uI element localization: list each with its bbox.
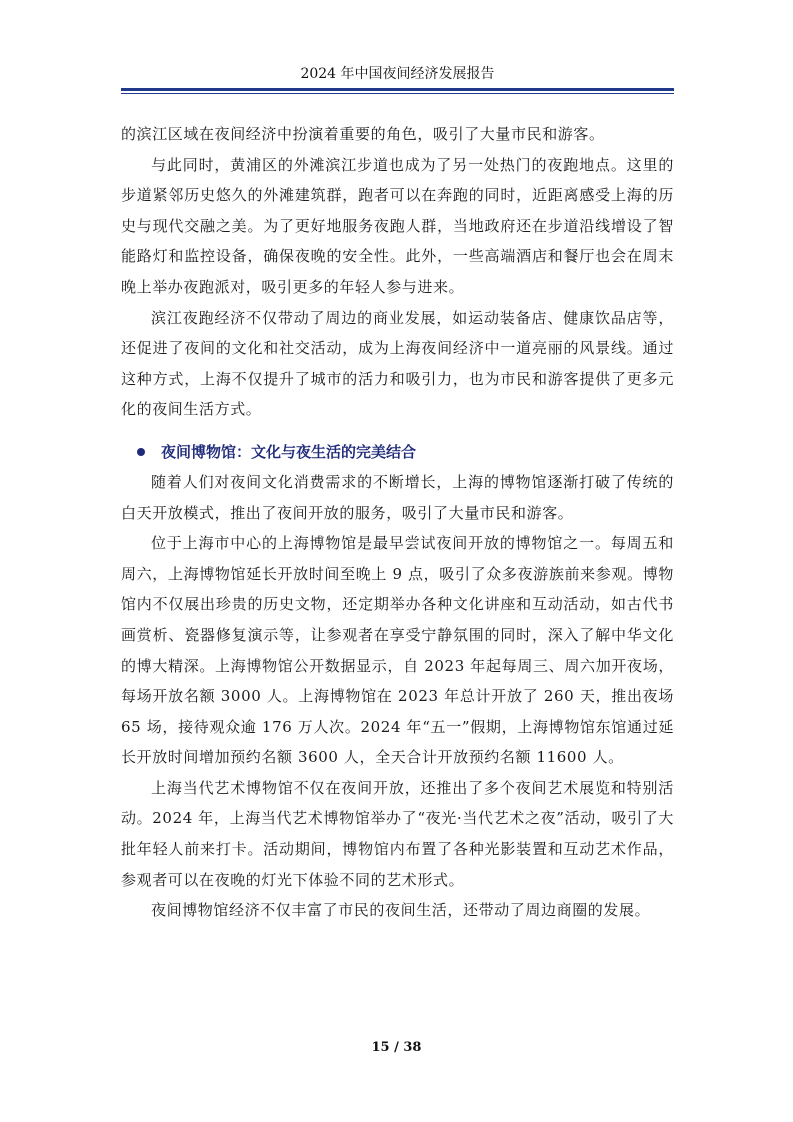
paragraph: 位于上海市中心的上海博物馆是最早尝试夜间开放的博物馆之一。每周五和周六，上海博物馆延长开放时间至晚上 9 点，吸引了众多夜游族前来参观。博物馆内不仅展出珍贵的历史文物，还定期举办各种文化讲座和互动活动，如古代书画赏析、瓷器修复演示等，让参观者在享受宁静氛围的同时，深入了解中华文化的博大精深。上海博物馆公开数据显示，自 2023 年起每周三、周六加开夜场，每场开放名额 3000 人。上海博物馆在 2023 年总计开放了 260 天，推出夜场 65 场，接待观众逾 176 万人次。2024 年“五一”假期，上海博物馆东馆通过延长开放时间增加预约名额 3600 人，全天合计开放预约名额 11600 人。 [121, 534, 674, 767]
paragraph-continuation: 的滨江区域在夜间经济中扮演着重要的角色，吸引了大量市民和游客。 [121, 125, 605, 143]
paragraph: 随着人们对夜间文化消费需求的不断增长，上海的博物馆逐渐打破了传统的白天开放模式，推出了夜间开放的服务，吸引了大量市民和游客。 [121, 472, 674, 522]
section-heading-text: 夜间博物馆：文化与夜生活的完美结合 [161, 443, 417, 462]
paragraph: 与此同时，黄浦区的外滩滨江步道也成为了另一处热门的夜跑地点。这里的步道紧邻历史悠久的外滩建筑群，跑者可以在奔跑的同时，近距离感受上海的历史与现代交融之美。为了更好地服务夜跑人群，当地政府还在步道沿线增设了智能路灯和监控设备，确保夜晚的安全性。此外，一些高端酒店和餐厅也会在周末晚上举办夜跑派对，吸引更多的年轻人参与进来。 [121, 155, 674, 296]
page-header-title: 2024 年中国夜间经济发展报告 [300, 66, 495, 82]
bullet-icon [137, 448, 145, 456]
paragraph: 滨江夜跑经济不仅带动了周边的商业发展，如运动装备店、健康饮品店等，还促进了夜间的文化和社交活动，成为上海夜间经济中一道亮丽的风景线。通过这种方式，上海不仅提升了城市的活力和吸引力，也为市民和游客提供了更多元化的夜间生活方式。 [121, 308, 674, 419]
page-body [121, 119, 674, 926]
header-rule-thin [121, 93, 674, 94]
header-rule-thick [121, 88, 674, 91]
section-heading [121, 437, 674, 467]
page-number: 15 / 38 [371, 1040, 422, 1055]
paragraph: 上海当代艺术博物馆不仅在夜间开放，还推出了多个夜间艺术展览和特别活动。2024 年，上海当代艺术博物馆举办了“夜光·当代艺术之夜”活动，吸引了大批年轻人前来打卡。活动期间，博物馆内布置了各种光影装置和互动艺术作品，参观者可以在夜晚的灯光下体验不同的艺术形式。 [121, 778, 674, 889]
paragraph: 夜间博物馆经济不仅丰富了市民的夜间生活，还带动了周边商圈的发展。 [151, 901, 651, 920]
